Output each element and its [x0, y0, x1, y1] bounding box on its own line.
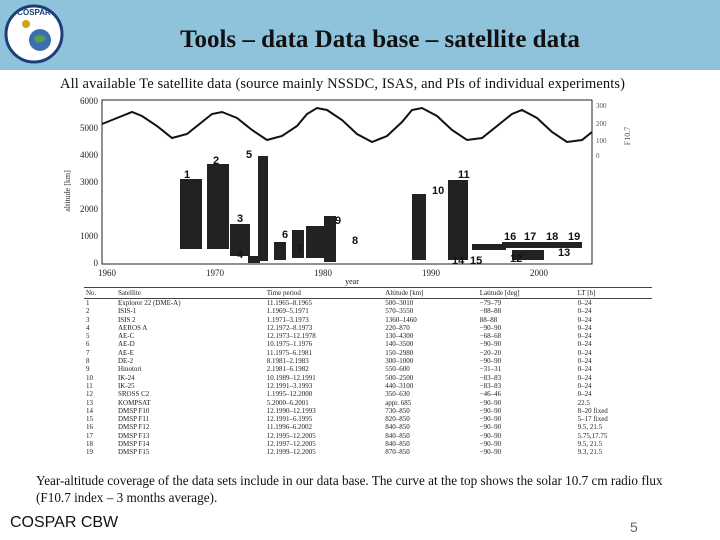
- table-cell: −88–88: [479, 307, 502, 316]
- right-axis-label: F10.7: [623, 126, 632, 146]
- block-label: 2: [213, 155, 220, 167]
- table-cell: 4: [86, 323, 90, 332]
- block-label: 13: [558, 247, 571, 259]
- table-cell: 12.1995–12.2005: [266, 431, 316, 440]
- block-label: 6: [282, 229, 289, 241]
- table-cell: 8–20 fixed: [577, 406, 608, 415]
- table-cell: 550–600: [385, 365, 410, 374]
- table-row: [84, 340, 652, 348]
- block-label: 11: [458, 169, 470, 181]
- table-cell: 300–1000: [385, 357, 414, 366]
- table-cell: 8: [86, 357, 90, 366]
- table-cell: 5–17 fixed: [577, 415, 608, 424]
- table-cell: ISIS 2: [117, 315, 136, 324]
- table-cell: 22.5: [577, 398, 590, 407]
- coverage-block: [258, 156, 268, 261]
- column-header: Satellite: [116, 288, 265, 299]
- coverage-block: [274, 242, 286, 260]
- table-cell: 9.5, 21.5: [577, 423, 603, 432]
- table-cell: 9: [86, 365, 90, 374]
- right-tick-label: 200: [596, 120, 607, 128]
- table-cell: DMSP F15: [117, 448, 150, 457]
- slide-title: Tools – data Data base – satellite data: [180, 26, 580, 53]
- table-cell: DE-2: [117, 357, 134, 366]
- table-cell: 12.1991–3.1993: [266, 381, 313, 390]
- block-label: 1: [184, 169, 191, 181]
- table-row: [84, 349, 652, 357]
- page-number: 5: [630, 519, 638, 535]
- header-band: [0, 0, 720, 70]
- table-cell: IK-24: [117, 373, 135, 382]
- table-cell: 0–24: [577, 299, 592, 307]
- table-row: [84, 316, 652, 324]
- y-axis-label: altitude [km]: [63, 170, 72, 212]
- table-cell: 0–24: [577, 323, 592, 332]
- table-cell: −20–20: [479, 348, 502, 357]
- table-row: [84, 357, 652, 365]
- table-cell: −90–90: [479, 406, 502, 415]
- table-cell: 18: [86, 440, 93, 449]
- table-cell: 840–850: [385, 423, 410, 432]
- x-tick-label: 2000: [530, 268, 548, 278]
- table-cell: 11.1965–8.1965: [266, 299, 313, 307]
- block-label: 9: [335, 215, 342, 227]
- table-cell: 0–24: [577, 357, 592, 366]
- table-cell: 12.1991–6.1995: [266, 415, 313, 424]
- block-label: 14: [452, 255, 465, 267]
- table-cell: −90–90: [479, 423, 502, 432]
- table-cell: 17: [86, 431, 93, 440]
- table-cell: 11.1996–6.2002: [266, 423, 313, 432]
- y-tick-label: 4000: [80, 150, 98, 160]
- table-cell: 820–850: [385, 415, 410, 424]
- x-tick-label: 1960: [98, 268, 116, 278]
- table-cell: 12: [86, 390, 93, 399]
- table-cell: 1: [86, 299, 90, 307]
- table-cell: 10: [86, 373, 93, 382]
- y-tick-label: 1000: [80, 231, 98, 241]
- table-cell: 130–4300: [385, 332, 414, 341]
- table-row: [84, 440, 652, 448]
- y-tick-label: 5000: [80, 123, 98, 133]
- table-cell: −31–31: [479, 365, 502, 374]
- table-cell: 1.1971–3.1973: [266, 315, 309, 324]
- table-cell: ISIS-1: [117, 307, 137, 316]
- table-cell: 220–870: [385, 323, 410, 332]
- coverage-block: [448, 180, 468, 260]
- column-header: Latitude [deg]: [478, 288, 576, 299]
- table-cell: 9.3, 21.5: [577, 448, 603, 457]
- table-row: [84, 382, 652, 390]
- table-cell: 0–24: [577, 307, 592, 316]
- table-row: [84, 374, 652, 382]
- logo-lettering: COSPAR: [17, 8, 51, 17]
- table-cell: appr. 685: [385, 398, 412, 407]
- table-cell: −68–68: [479, 332, 502, 341]
- block-label: 4: [237, 249, 244, 261]
- table-cell: 6: [86, 340, 90, 349]
- table-cell: 0–24: [577, 340, 592, 349]
- y-tick-label: 0: [93, 258, 98, 268]
- table-cell: 570–3550: [385, 307, 414, 316]
- table-cell: 3: [86, 315, 90, 324]
- table-cell: DMSP F13: [117, 431, 150, 440]
- table-cell: 730–850: [385, 406, 410, 415]
- table-cell: 10.1989–12.1991: [266, 373, 316, 382]
- table-row: [84, 407, 652, 415]
- right-tick-label: 300: [596, 102, 607, 110]
- block-label: 12: [510, 253, 523, 265]
- table-cell: 2.1981–6.1982: [266, 365, 309, 374]
- table-header-row: [84, 288, 652, 299]
- table-cell: KOMPSAT: [117, 398, 151, 407]
- table-cell: Explorer 22 (DME-A): [117, 299, 181, 307]
- table-row: [84, 332, 652, 340]
- table-cell: 14: [86, 406, 93, 415]
- table-cell: −90–90: [479, 415, 502, 424]
- footer-label: COSPAR CBW: [10, 514, 119, 531]
- table-cell: AE-C: [117, 332, 135, 341]
- table-cell: −46–46: [479, 390, 502, 399]
- table-cell: 8.1981–2.1983: [266, 357, 309, 366]
- table-cell: 12.1973–12.1978: [266, 332, 316, 341]
- slide-subtitle: All available Te satellite data (source mainly NSSDC, ISAS, and PIs of individual experiments): [60, 76, 626, 92]
- table-cell: 5.2000–6.2001: [266, 398, 309, 407]
- block-label: 16: [504, 231, 517, 243]
- satellite-figure: [62, 96, 652, 471]
- table-cell: 16: [86, 423, 93, 432]
- x-axis-label: year: [345, 277, 359, 286]
- table-cell: 840–850: [385, 431, 410, 440]
- table-cell: 5: [86, 332, 90, 341]
- right-tick-label: 0: [596, 152, 600, 160]
- table-cell: −90–90: [479, 357, 502, 366]
- table-cell: 840–850: [385, 440, 410, 449]
- coverage-block: [412, 194, 426, 260]
- table-cell: 0–24: [577, 348, 592, 357]
- table-cell: 12.1972–8.1973: [266, 323, 313, 332]
- table-row: [84, 415, 652, 423]
- block-label: 3: [237, 213, 244, 225]
- coverage-chart: [62, 96, 652, 286]
- table-cell: 150–2980: [385, 348, 414, 357]
- table-cell: DMSP F14: [117, 440, 150, 449]
- table-cell: 1.1995–12.2000: [266, 390, 313, 399]
- block-label: 10: [432, 185, 445, 197]
- table-cell: 12.1990–12.1993: [266, 406, 316, 415]
- table-row: [84, 448, 652, 456]
- table-row: [84, 399, 652, 407]
- table-row: [84, 432, 652, 440]
- table-cell: −90–90: [479, 323, 502, 332]
- table-cell: 15: [86, 415, 93, 424]
- table-cell: −83–83: [479, 381, 502, 390]
- table-cell: 9.5, 21.5: [577, 440, 603, 449]
- table-cell: 11: [86, 381, 93, 390]
- table-cell: DMSP F11: [117, 415, 150, 424]
- table-cell: 13: [86, 398, 93, 407]
- column-header: LT [h]: [576, 288, 652, 299]
- table-row: [84, 390, 652, 398]
- table-cell: 0–24: [577, 315, 592, 324]
- column-header: No.: [84, 288, 116, 299]
- y-tick-label: 2000: [80, 204, 98, 214]
- table-cell: −79–79: [479, 299, 502, 307]
- table-row: [84, 299, 652, 308]
- y-tick-label: 6000: [80, 96, 98, 106]
- table-cell: 870–850: [385, 448, 410, 457]
- table-cell: AEROS A: [117, 323, 148, 332]
- table-row: [84, 324, 652, 332]
- table-cell: 0–24: [577, 332, 592, 341]
- y-tick-label: 3000: [80, 177, 98, 187]
- coverage-block: [472, 244, 506, 250]
- right-tick-label: 100: [596, 137, 607, 145]
- table-body: [84, 299, 652, 457]
- block-label: 18: [546, 231, 559, 243]
- table-cell: −90–90: [479, 431, 502, 440]
- x-tick-label: 1970: [206, 268, 224, 278]
- table-cell: 10.1975–1.1976: [266, 340, 313, 349]
- table-cell: 0–24: [577, 381, 592, 390]
- table-row: [84, 307, 652, 315]
- table-row: [84, 423, 652, 431]
- table-cell: 500–3010: [385, 299, 414, 307]
- table-cell: 440–3100: [385, 381, 414, 390]
- cospar-logo: [4, 2, 64, 66]
- table-cell: 88–88: [479, 315, 498, 324]
- figure-caption: Year-altitude coverage of the data sets include in our data base. The curve at the top shows the solar 10.7 cm radio flux (F10.7 index – 3 months average).: [36, 473, 663, 505]
- block-label: 19: [568, 231, 581, 243]
- table-cell: 11.1975–6.1981: [266, 348, 313, 357]
- table-cell: 2: [86, 307, 90, 316]
- table-cell: 1360–1460: [385, 315, 417, 324]
- table-cell: AE-D: [117, 340, 135, 349]
- coverage-block: [180, 179, 202, 249]
- table-cell: −90–90: [479, 448, 502, 457]
- x-tick-label: 1990: [422, 268, 440, 278]
- table-cell: 1.1969–5.1971: [266, 307, 309, 316]
- table-cell: −90–90: [479, 340, 502, 349]
- table-cell: Hinotori: [117, 365, 142, 374]
- table-cell: 19: [86, 448, 93, 457]
- table-row: [84, 365, 652, 373]
- table-cell: 0–24: [577, 365, 592, 374]
- table-cell: 0–24: [577, 373, 592, 382]
- column-header: Altitude [km]: [383, 288, 478, 299]
- column-header: Time period: [265, 288, 383, 299]
- table-cell: 0–24: [577, 390, 592, 399]
- table-cell: −83–83: [479, 373, 502, 382]
- table-cell: 500–2500: [385, 373, 414, 382]
- table-cell: SROSS C2: [117, 390, 150, 399]
- satellite-table: [84, 287, 652, 457]
- block-label: 7: [297, 243, 304, 255]
- table-cell: 12.1999–12.2005: [266, 448, 316, 457]
- table-cell: IK-25: [117, 381, 135, 390]
- table-cell: −90–90: [479, 440, 502, 449]
- table-cell: DMSP F10: [117, 406, 150, 415]
- table-cell: −90–90: [479, 398, 502, 407]
- table-cell: 140–3500: [385, 340, 414, 349]
- table-cell: 5.75,17.75: [577, 431, 608, 440]
- table-cell: DMSP F12: [117, 423, 150, 432]
- x-tick-label: 1980: [314, 268, 332, 278]
- block-label: 8: [352, 235, 359, 247]
- table-cell: 350–630: [385, 390, 410, 399]
- block-label: 15: [470, 255, 483, 267]
- block-label: 5: [246, 149, 253, 161]
- block-label: 17: [524, 231, 537, 243]
- table-cell: 12.1997–12.2005: [266, 440, 316, 449]
- table-cell: AE-E: [117, 348, 134, 357]
- coverage-block: [207, 164, 229, 249]
- table-cell: 7: [86, 348, 90, 357]
